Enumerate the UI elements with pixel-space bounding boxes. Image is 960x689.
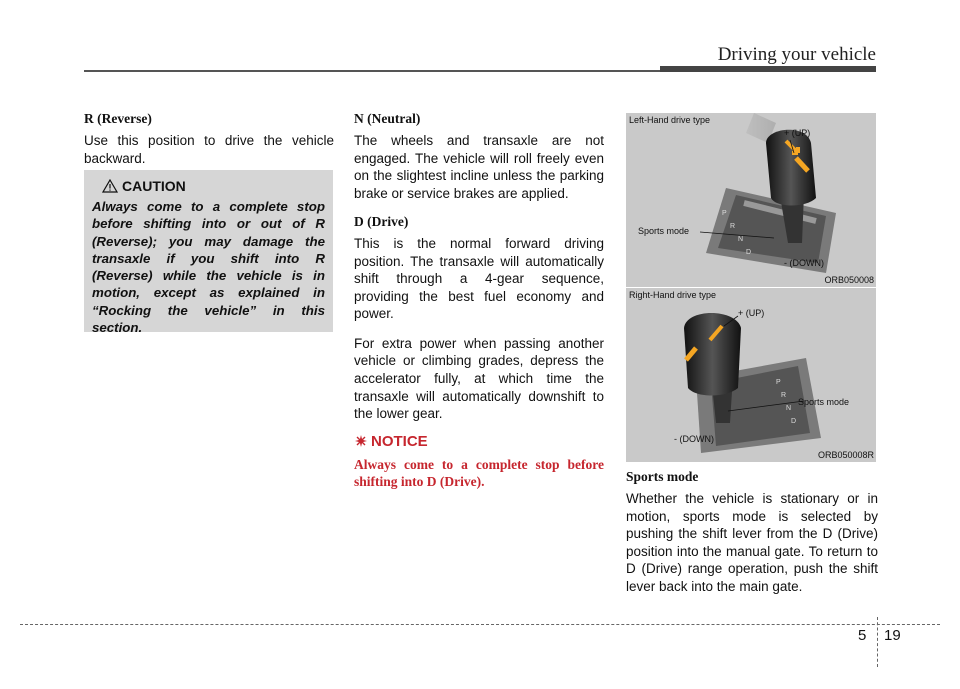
reverse-body: Use this position to drive the vehicle backward. [84, 133, 334, 166]
figure-caption: Right-Hand drive type [629, 290, 717, 300]
figure-caption: Left-Hand drive type [629, 115, 711, 125]
svg-text:P: P [722, 210, 727, 217]
figure-id: ORB050008R [817, 450, 874, 460]
chapter-number: 5 [858, 627, 867, 644]
sports-mode-label: Sports mode [638, 226, 690, 236]
drive-body: This is the normal forward driving position. The transaxle will automatically shift through a 4-gear sequence, providing the best fuel economy and power. [354, 236, 604, 322]
column-sports-mode [626, 469, 878, 595]
caution-box [84, 170, 333, 335]
svg-text:R: R [730, 223, 736, 230]
footer-rule [20, 624, 940, 625]
section-title: Driving your vehicle [717, 44, 876, 65]
drive-heading: D (Drive) [354, 214, 409, 230]
caution-title [102, 178, 325, 194]
header-rule-accent [660, 66, 876, 72]
down-label: - (DOWN) [784, 258, 824, 268]
svg-text:N: N [786, 405, 792, 412]
figure-right-hand-drive [626, 288, 876, 462]
notice-icon [354, 434, 368, 448]
svg-text:R: R [781, 392, 787, 399]
column-reverse [84, 111, 334, 167]
neutral-heading: N (Neutral) [354, 111, 421, 126]
svg-text:P: P [776, 379, 781, 386]
notice-body: Always come to a complete stop before shifting into D (Drive). [354, 456, 604, 490]
figure-id: ORB050008 [824, 275, 874, 285]
svg-text:N: N [738, 236, 744, 243]
sports-heading: Sports mode [626, 469, 699, 484]
page-number: 19 [884, 627, 901, 644]
extra-power-body: For extra power when passing another vehicle or climbing grades, depress the accelerator fully, at which time the transaxle will automatically downshift to the lower gear. [354, 335, 604, 422]
up-label: + (UP) [738, 308, 765, 318]
column-neutral-drive [354, 111, 604, 491]
reverse-heading: R (Reverse) [84, 111, 152, 126]
header-rule [84, 70, 660, 72]
figure-left-hand-drive [626, 113, 876, 287]
notice-label: NOTICE [371, 432, 428, 450]
svg-text:D: D [746, 249, 752, 256]
footer-divider [877, 617, 878, 667]
sports-mode-label: Sports mode [798, 397, 850, 407]
caution-label: CAUTION [122, 178, 186, 194]
warning-icon [102, 179, 118, 193]
sports-body: Whether the vehicle is stationary or in motion, sports mode is selected by pushing the shift lever from the D (Drive) position into the manual gate. To return to D (Drive) range operation, push the shift lever back into the main gate. [626, 491, 878, 594]
up-label: + (UP) [784, 128, 811, 138]
caution-body: Always come to a complete stop before shifting into or out of R (Reverse); you may damage the transaxle if you shift into R (Reverse) while the vehicle is in motion, except as explained in “Rocking the vehicle” in this section. [92, 199, 325, 335]
notice-title [354, 433, 604, 450]
neutral-body: The wheels and transaxle are not engaged. The vehicle will roll freely even on the slightest incline unless the parking brake or service brakes are applied. [354, 133, 604, 201]
shift-lever-illustration [626, 113, 876, 287]
down-label: - (DOWN) [674, 434, 714, 444]
svg-text:D: D [791, 418, 797, 425]
